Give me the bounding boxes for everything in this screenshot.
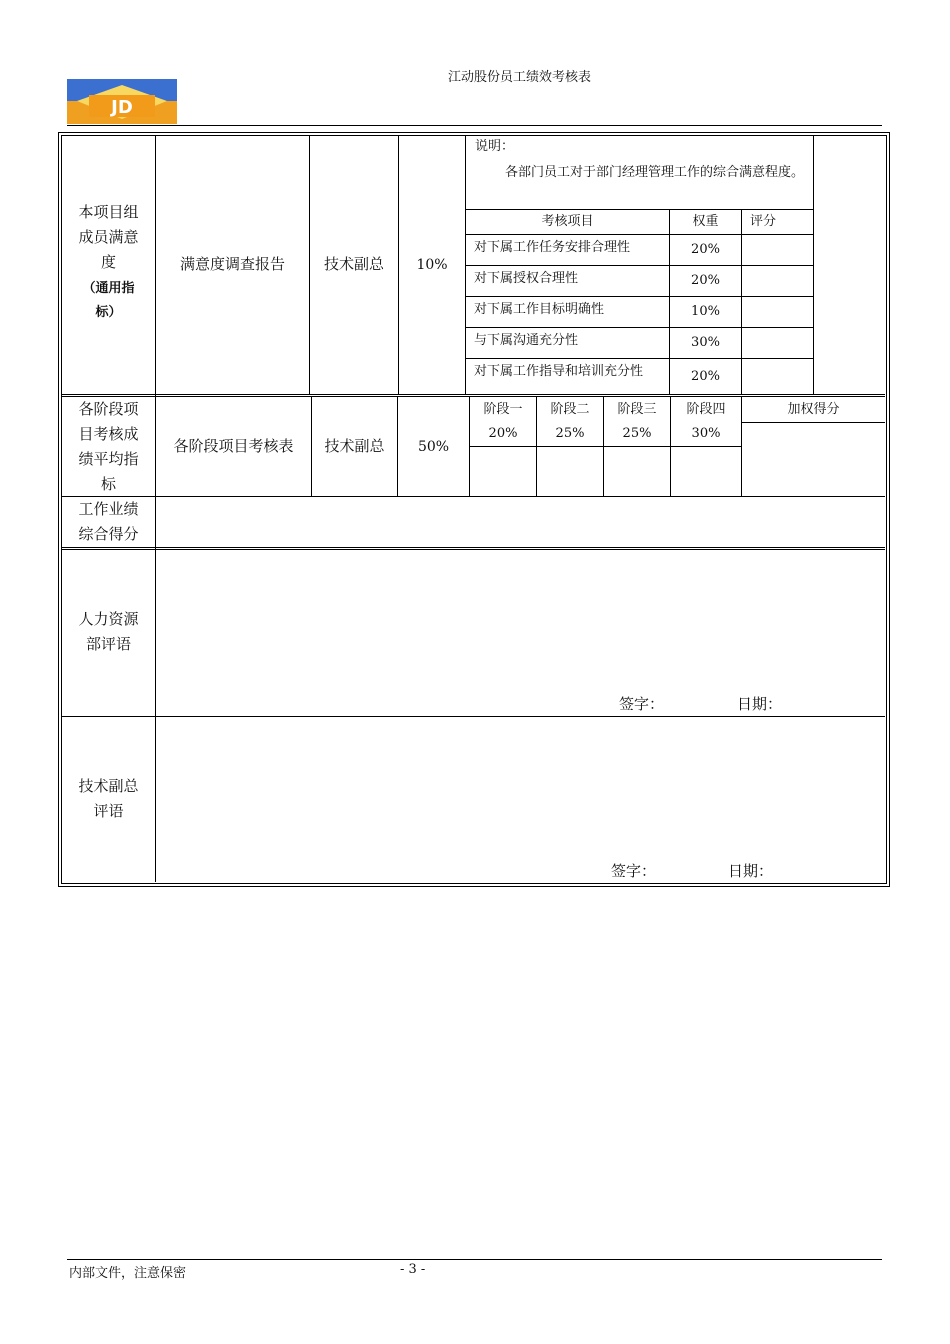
page-number: - 3 -	[400, 1262, 426, 1277]
footer-confidential: 内部文件，注意保密	[69, 1266, 187, 1281]
stage-score-cell[interactable]	[671, 447, 741, 496]
vp-comment-area[interactable]	[156, 717, 885, 857]
stage-assessor: 技术副总	[324, 437, 385, 455]
col-header-score: 评分	[750, 214, 777, 229]
item-name: 对下属授权合理性	[474, 271, 579, 286]
footer-rule	[67, 1259, 882, 1260]
item-weight: 20%	[691, 273, 720, 288]
item-weight: 30%	[691, 335, 720, 350]
stage-score-cell[interactable]	[604, 447, 670, 496]
hr-comment-area[interactable]	[156, 550, 885, 690]
total-label: 工作业绩 综合得分	[78, 500, 139, 543]
desc-body: 各部门员工对于部门经理管理工作的综合满意程度。	[505, 165, 805, 180]
document-title: 江动股份员工绩效考核表	[448, 70, 592, 85]
stage-header: 阶段二 25%	[550, 401, 590, 441]
stage-label: 各阶段项 目考核成 绩平均指 标	[78, 399, 139, 493]
item-score-cell[interactable]	[742, 328, 813, 358]
vp-date-label: 日期：	[728, 862, 774, 880]
item-weight: 10%	[691, 304, 720, 319]
weighted-score-header: 加权得分	[787, 401, 840, 417]
item-name: 对下属工作目标明确性	[474, 302, 605, 317]
stage-source: 各阶段项目考核表	[173, 437, 294, 455]
stage-header: 阶段一 20%	[483, 401, 523, 441]
logo-text: JD	[111, 97, 133, 118]
stage-score-cell[interactable]	[537, 447, 603, 496]
satisfaction-source: 满意度调查报告	[179, 255, 285, 273]
total-score-cell[interactable]	[156, 497, 885, 547]
item-weight: 20%	[691, 242, 720, 257]
hr-comment-label: 人力资源 部评语	[78, 610, 139, 653]
company-logo	[67, 79, 177, 124]
satisfaction-label: 本项目组 成员满意 度	[78, 203, 139, 271]
stage-weight: 50%	[417, 438, 450, 455]
stage-header: 阶段三 25%	[617, 401, 657, 441]
satisfaction-note: （通用指 标）	[82, 281, 135, 320]
item-name: 对下属工作任务安排合理性	[474, 240, 631, 255]
satisfaction-weight: 10%	[416, 256, 448, 273]
satisfaction-assessor: 技术副总	[323, 255, 384, 273]
vp-sign-label: 签字：	[611, 862, 657, 880]
hr-date-label: 日期：	[737, 695, 783, 713]
stage-header: 阶段四 30%	[686, 401, 726, 441]
item-score-cell[interactable]	[742, 359, 813, 394]
col-header-item: 考核项目	[541, 214, 594, 229]
vp-comment-label: 技术副总 评语	[78, 777, 139, 820]
hr-sign-label: 签字：	[619, 695, 665, 713]
item-score-cell[interactable]	[742, 235, 813, 265]
item-score-cell[interactable]	[742, 266, 813, 296]
col-header-weight: 权重	[692, 214, 719, 229]
item-name: 对下属工作指导和培训充分性	[474, 364, 644, 379]
weighted-score-cell[interactable]	[742, 423, 885, 496]
item-name: 与下属沟通充分性	[474, 333, 579, 348]
header-rule	[67, 125, 882, 126]
desc-title: 说明：	[475, 139, 515, 154]
item-score-cell[interactable]	[742, 297, 813, 327]
item-weight: 20%	[691, 368, 720, 384]
stage-score-cell[interactable]	[470, 447, 536, 496]
